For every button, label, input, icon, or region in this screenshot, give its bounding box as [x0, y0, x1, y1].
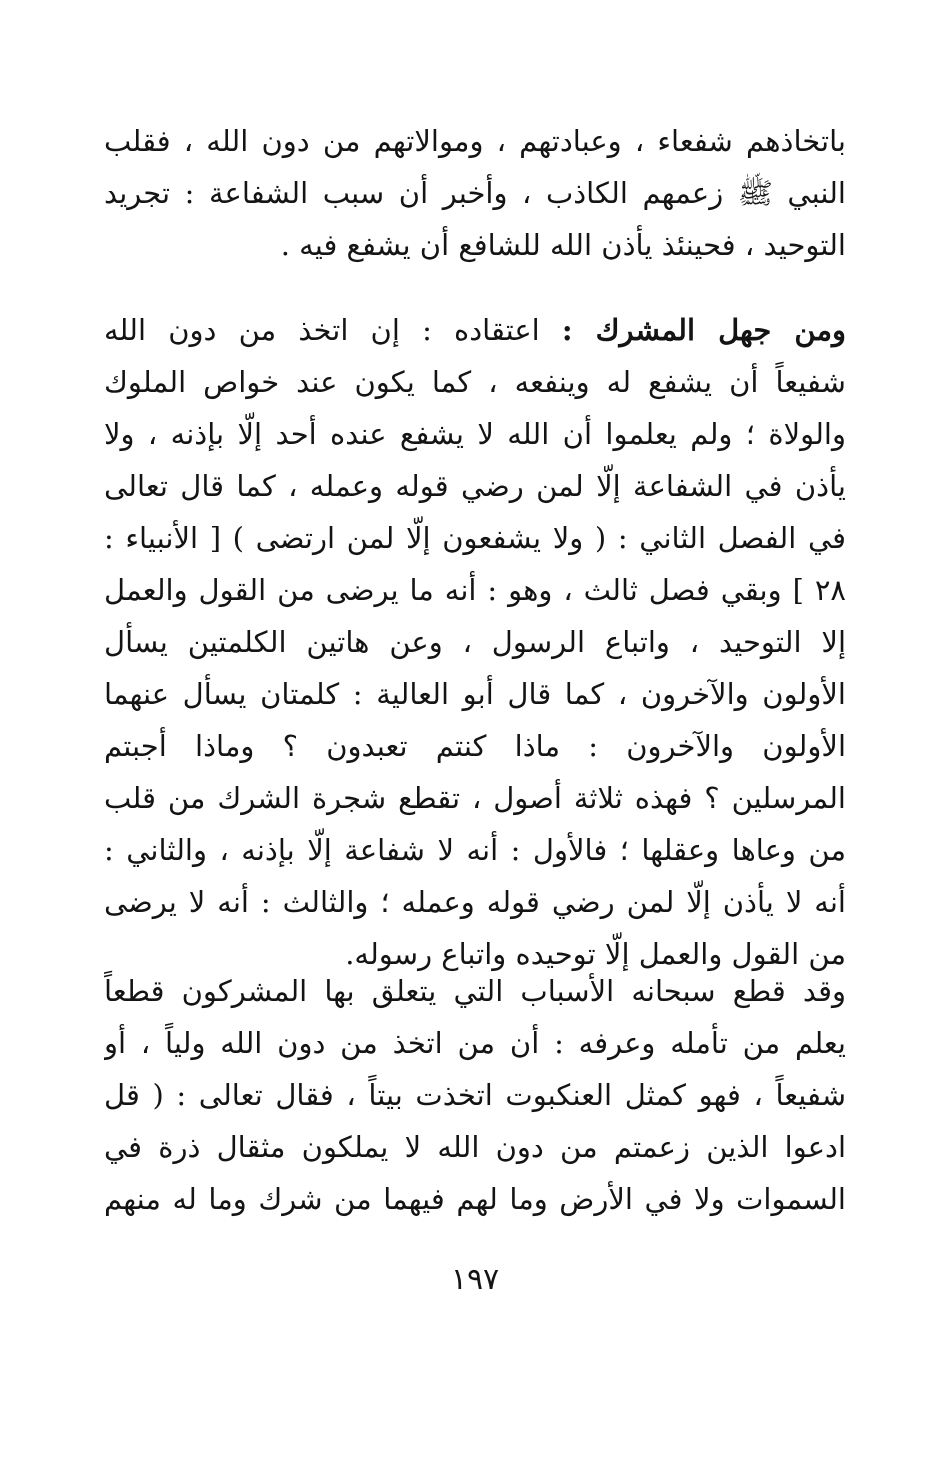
text-line-with-lead: [104, 304, 846, 356]
page-number: ١٩٧: [450, 1262, 500, 1297]
paragraph-lead: ومن جهل المشرك :: [561, 313, 846, 347]
text-line: ادعوا الذين زعمتم من دون الله لا يملكون مثقال ذرة في: [104, 1130, 846, 1164]
text-line: والولاة ؛ ولم يعلموا أن الله لا يشفع عنده أحد إلّا بإذنه ، ولا: [104, 417, 846, 451]
text-line: أنه لا يأذن إلّا لمن رضي قوله وعمله ؛ والثالث : أنه لا يرضى: [104, 885, 846, 919]
text-line: شفيعاً ، فهو كمثل العنكبوت اتخذت بيتاً ، فقال تعالى : ( قل: [104, 1078, 846, 1112]
text-line: وقد قطع سبحانه الأسباب التي يتعلق بها المشركون قطعاً: [104, 974, 846, 1008]
text-line: التوحيد ، فحينئذ يأذن الله للشافع أن يشفع فيه .: [280, 228, 846, 262]
text-line: شفيعاً أن يشفع له وينفعه ، كما يكون عند خواص الملوك: [104, 365, 846, 399]
text-line: الأولون والآخرون ، كما قال أبو العالية : كلمتان يسأل عنهما: [104, 677, 846, 711]
text-line: المرسلين ؟ فهذه ثلاثة أصول ، تقطع شجرة الشرك من قلب: [104, 781, 846, 815]
paragraph-3: [104, 965, 846, 1225]
text-line: السموات ولا في الأرض وما لهم فيهما من شرك وما له منهم: [104, 1182, 846, 1216]
text-line: إلا التوحيد ، واتباع الرسول ، وعن هاتين الكلمتين يسأل: [104, 625, 846, 659]
text-line: النبي ﷺ زعمهم الكاذب ، وأخبر أن سبب الشفاعة : تجريد: [104, 176, 846, 210]
text-line: من وعاها وعقلها ؛ فالأول : أنه لا شفاعة إلّا بإذنه ، والثاني :: [104, 833, 846, 867]
text-line-continuation: اعتقاده : إن اتخذ من دون الله: [104, 313, 562, 347]
text-line: الأولون والآخرون : ماذا كنتم تعبدون ؟ وماذا أجبتم: [104, 729, 846, 763]
text-line: في الفصل الثاني : ( ولا يشفعون إلّا لمن ارتضى ) [ الأنبياء :: [104, 521, 846, 555]
text-line: ٢٨ ] وبقي فصل ثالث ، وهو : أنه ما يرضى من القول والعمل: [104, 573, 846, 607]
text-line: يأذن في الشفاعة إلّا لمن رضي قوله وعمله ، كما قال تعالى: [104, 469, 846, 503]
text-line: من القول والعمل إلّا توحيده واتباع رسوله.: [345, 937, 846, 971]
text-line: يعلم من تأمله وعرفه : أن من اتخذ من دون الله ولياً ، أو: [104, 1026, 846, 1060]
text-line: باتخاذهم شفعاء ، وعبادتهم ، وموالاتهم من دون الله ، فقلب: [104, 124, 846, 158]
paragraph-2: [104, 304, 846, 980]
paragraph-1: [104, 115, 846, 271]
